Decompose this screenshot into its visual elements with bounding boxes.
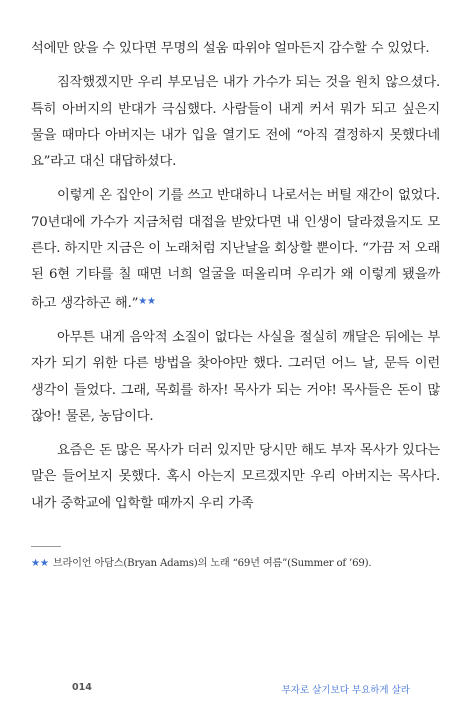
running-title: 부자로 살기보다 부요하게 살라 bbox=[281, 685, 410, 696]
page-number: 014 bbox=[72, 682, 92, 693]
body-text bbox=[31, 36, 440, 525]
footnote bbox=[31, 556, 440, 572]
footnote-reference-marker: ★★ bbox=[138, 295, 156, 307]
paragraph-3-text: 이렇게 온 집안이 기를 쓰고 반대하니 나로서는 버틸 재간이 없었다. 70년대에 가수가 지금처럼 대접을 받았다면 내 인생이 달라졌을지도 모른다. 하지만 지금은 이 노래처럼 지난날을 회상할 뿐이다. “가끔 저 오래된 6현 기타를 칠 때면 너희 얼굴을 떠올리며 우리가 왜 이렇게 됐을까 하고 생각하곤 해.” bbox=[31, 188, 440, 311]
paragraph-1: 석에만 앉을 수 있다면 무명의 설움 따위야 얼마든지 감수할 수 있었다. bbox=[31, 41, 430, 56]
paragraph-2: 짐작했겠지만 우리 부모님은 내가 가수가 되는 것을 원치 않으셨다. 특히 아버지의 반대가 극심했다. 사람들이 내게 커서 뭐가 되고 싶은지 물을 때마다 아버지는 내가 입을 열기도 전에 “아직 결정하지 못했다네요”라고 대신 대답하셨다. bbox=[31, 75, 440, 170]
footnote-text: 브라이언 아담스(Bryan Adams)의 노래 “69년 여름”(Summer of ’69). bbox=[52, 558, 372, 569]
footnote-divider bbox=[31, 546, 61, 547]
paragraph-3 bbox=[31, 183, 440, 316]
paragraph-4: 아무튼 내게 음악적 소질이 없다는 사실을 절실히 깨달은 뒤에는 부자가 되기 위한 다른 방법을 찾아야만 했다. 그러던 어느 날, 문득 이런 생각이 들었다. 그래, 목회를 하자! 목사가 되는 거야! 목사들은 돈이 많잖아! 물론, 농담이다. bbox=[31, 329, 440, 424]
paragraph-5: 요즘은 돈 많은 목사가 더러 있지만 당시만 해도 부자 목사가 있다는 말은 들어보지 못했다. 혹시 아는지 모르겠지만 우리 아버지는 목사다. 내가 중학교에 입학할 때까지 우리 가족 bbox=[31, 443, 440, 511]
footnote-marker: ★★ bbox=[31, 558, 49, 569]
